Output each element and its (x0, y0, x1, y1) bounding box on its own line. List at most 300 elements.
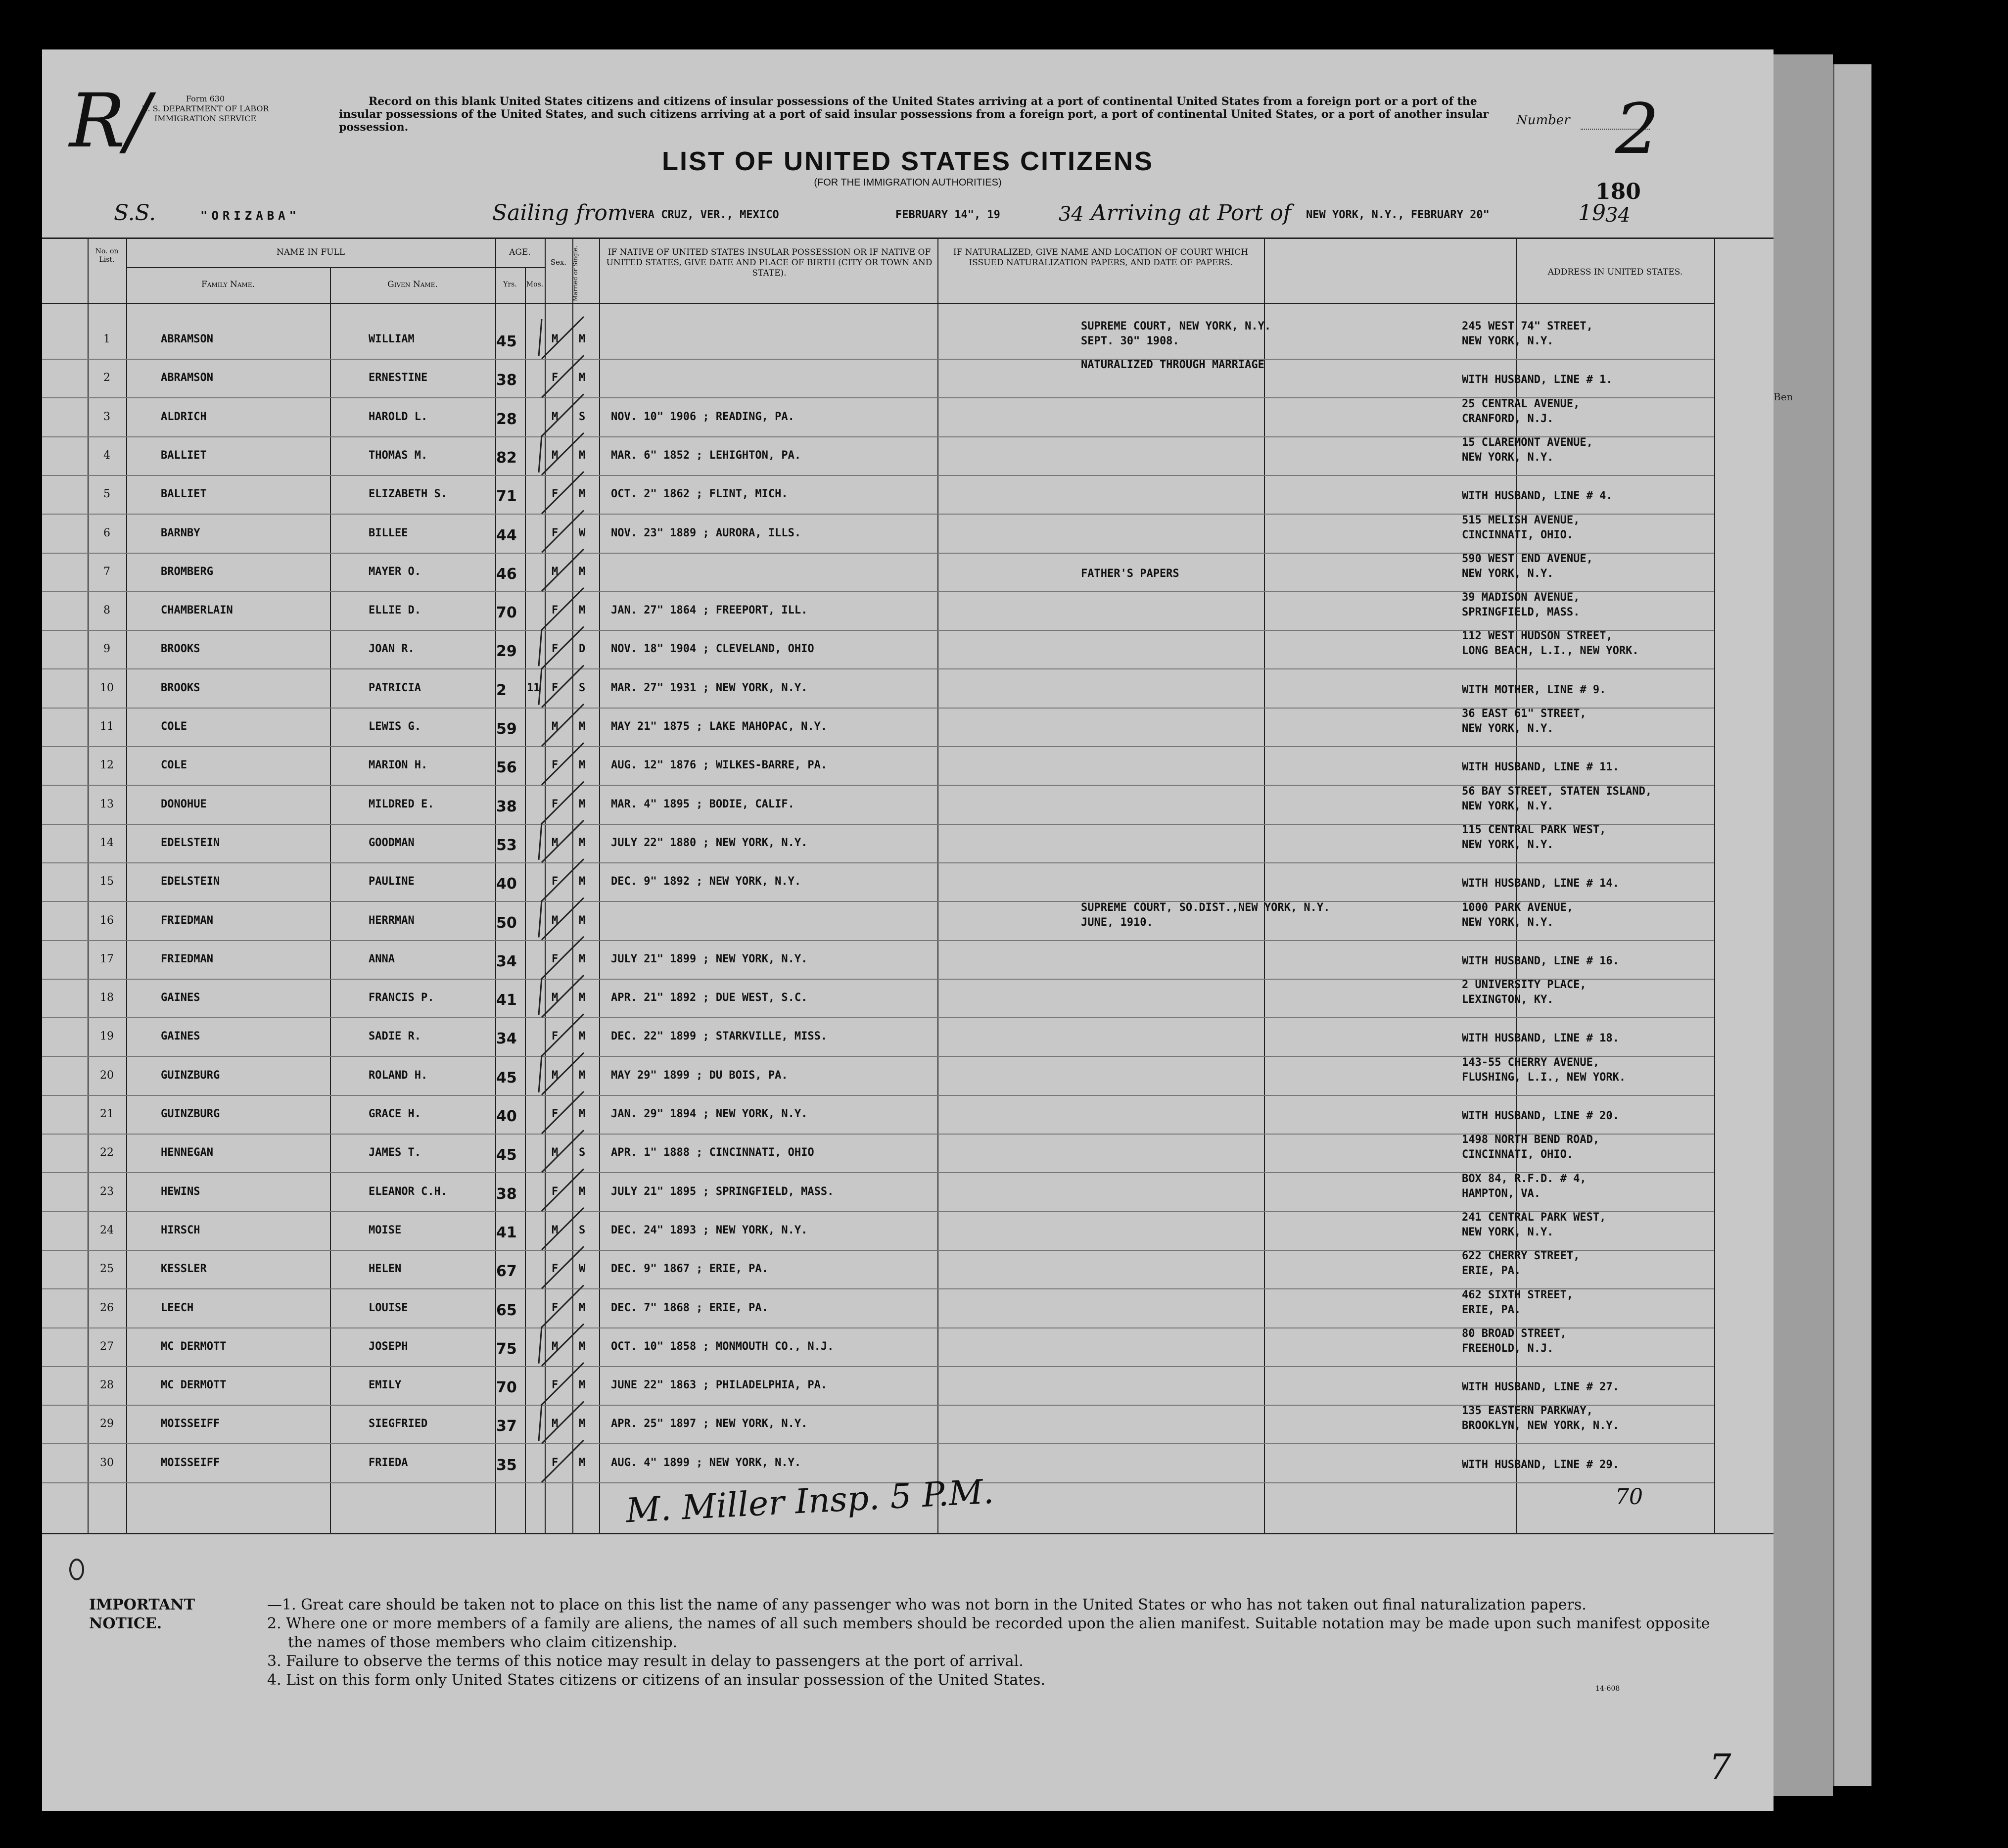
cell-sex: M (552, 836, 559, 849)
cell-birth: JUNE 22" 1863 ; PHILADELPHIA, PA. (611, 1379, 828, 1392)
cell-addr1: 115 CENTRAL PARK WEST, (1462, 823, 1606, 836)
cell-sex: F (552, 875, 559, 888)
cell-sex: F (552, 372, 559, 384)
cell-given: MILDRED E. (369, 798, 434, 810)
cell-given: ELIZABETH S. (369, 488, 447, 501)
background-sheet (1774, 54, 1833, 1796)
check-marks (42, 49, 1774, 1534)
cell-family: MOISSEIFF (161, 1456, 220, 1469)
check-stroke (542, 1401, 584, 1443)
cell-no: 15 (100, 875, 114, 888)
cell-addr2: ERIE, PA. (1462, 1303, 1521, 1316)
arrival-year: 34 (1605, 204, 1631, 227)
cell-sex: M (552, 1146, 559, 1159)
cell-sex: M (552, 449, 559, 462)
cell-addr2: NEW YORK, N.Y. (1462, 916, 1554, 929)
cell-ms: M (579, 914, 586, 927)
check-stroke (542, 433, 584, 475)
tally-stroke (539, 668, 542, 705)
arriving-label: Arriving at Port of (1091, 200, 1292, 226)
cell-given: PATRICIA (369, 681, 421, 694)
col-head-family: Family Name. (201, 280, 255, 289)
cell-yrs: 45 (496, 1146, 517, 1164)
cell-sex: F (552, 1108, 559, 1120)
manifest-page (42, 49, 1774, 1811)
cell-yrs: 34 (496, 952, 517, 970)
cell-birth: OCT. 2" 1862 ; FLINT, MICH. (611, 488, 788, 501)
page-title: LIST OF UNITED STATES CITIZENS (662, 146, 1154, 176)
check-stroke (542, 626, 584, 668)
cell-birth: MAR. 6" 1852 ; LEHIGHTON, PA. (611, 449, 801, 462)
check-stroke (542, 1130, 584, 1172)
cell-given: HELEN (369, 1263, 402, 1276)
cell-ms: M (579, 333, 586, 345)
cell-mos: 11 (527, 681, 540, 694)
cell-addr1: 39 MADISON AVENUE, (1462, 591, 1580, 604)
agency-line-1: U. S. DEPARTMENT OF LABOR (141, 104, 269, 113)
cell-nat2: JUNE, 1910. (1081, 916, 1153, 929)
cell-addr2: WITH HUSBAND, LINE # 29. (1462, 1458, 1619, 1471)
cell-given: GRACE H. (369, 1108, 421, 1120)
cell-yrs: 46 (496, 565, 517, 583)
cell-birth: DEC. 7" 1868 ; ERIE, PA. (611, 1301, 768, 1314)
cell-ms: M (579, 449, 586, 462)
cell-sex: F (552, 1185, 559, 1198)
cell-addr1: 36 EAST 61" STREET, (1462, 708, 1587, 720)
cell-family: ABRAMSON (161, 333, 213, 345)
check-stroke (542, 1169, 584, 1211)
stamp-number: 180 (1595, 179, 1641, 204)
inspector-signature: M. Miller Insp. 5 P.M. (625, 1472, 995, 1531)
cell-yrs: 34 (496, 1030, 517, 1048)
cell-birth: MAR. 27" 1931 ; NEW YORK, N.Y. (611, 681, 808, 694)
cell-yrs: 38 (496, 1185, 517, 1203)
cell-yrs: 67 (496, 1263, 517, 1280)
cell-yrs: 45 (496, 1069, 517, 1087)
cell-nat2: FATHER'S PAPERS (1081, 567, 1179, 580)
cell-addr2: NEW YORK, N.Y. (1462, 451, 1554, 464)
cell-sex: F (552, 1301, 559, 1314)
cell-birth: APR. 1" 1888 ; CINCINNATI, OHIO (611, 1146, 814, 1159)
check-stroke (542, 782, 584, 824)
cell-no: 9 (103, 643, 110, 656)
cell-ms: M (579, 1030, 586, 1043)
cell-ms: M (579, 604, 586, 617)
cell-yrs: 70 (496, 604, 517, 622)
cell-nat1: SUPREME COURT, NEW YORK, N.Y. (1081, 320, 1271, 332)
cell-given: JOSEPH (369, 1340, 408, 1353)
cell-no: 17 (100, 952, 114, 965)
col-head-no: No. on List. (95, 247, 119, 264)
cell-birth: AUG. 4" 1899 ; NEW YORK, N.Y. (611, 1456, 801, 1469)
cell-addr1: 56 BAY STREET, STATEN ISLAND, (1462, 785, 1652, 798)
cell-addr2: WITH HUSBAND, LINE # 27. (1462, 1381, 1619, 1394)
cell-no: 25 (100, 1263, 114, 1276)
cell-yrs: 41 (496, 992, 517, 1009)
cell-ms: M (579, 952, 586, 965)
cell-yrs: 28 (496, 410, 517, 428)
cell-no: 30 (100, 1456, 114, 1469)
cell-addr2: CINCINNATI, OHIO. (1462, 528, 1574, 541)
cell-sex: F (552, 1263, 559, 1276)
cell-addr2: LEXINGTON, KY. (1462, 994, 1554, 1006)
cell-addr2: LONG BEACH, L.I., NEW YORK. (1462, 645, 1639, 658)
cell-no: 11 (100, 720, 114, 733)
cell-addr2: CINCINNATI, OHIO. (1462, 1148, 1574, 1161)
check-stroke (542, 317, 584, 359)
cell-family: EDELSTEIN (161, 836, 220, 849)
cell-yrs: 41 (496, 1224, 517, 1241)
sailing-from: VERA CRUZ, VER., MEXICO (628, 209, 779, 221)
cell-family: MC DERMOTT (161, 1379, 227, 1392)
cell-yrs: 44 (496, 526, 517, 544)
cell-birth: DEC. 22" 1899 ; STARKVILLE, MISS. (611, 1030, 828, 1043)
form-code: 14-608 (1595, 1685, 1620, 1693)
tally-stroke (539, 1055, 542, 1092)
check-stroke (542, 355, 584, 397)
cell-sex: F (552, 798, 559, 810)
cell-ms: M (579, 1185, 586, 1198)
cell-family: BALLIET (161, 449, 207, 462)
notice-item: —1. Great care should be taken not to place on this list the name of any passenger who was not born in the United States or who has not taken out final naturalization papers. (267, 1596, 1587, 1613)
number-value: 2 (1615, 89, 1660, 170)
cell-sex: F (552, 1456, 559, 1469)
notice-item: 4. List on this form only United States citizens or citizens of an insular possession of the United States. (267, 1671, 1045, 1689)
cell-no: 12 (100, 759, 114, 772)
cell-given: PAULINE (369, 875, 415, 888)
cell-ms: M (579, 565, 586, 578)
cell-no: 4 (103, 449, 110, 462)
cell-given: WILLIAM (369, 333, 415, 345)
cell-sex: F (552, 1030, 559, 1043)
cell-family: GUINZBURG (161, 1108, 220, 1120)
cell-sex: M (552, 720, 559, 733)
cell-birth: DEC. 9" 1867 ; ERIE, PA. (611, 1263, 768, 1276)
sailing-date: FEBRUARY 14", 19 (895, 209, 1000, 221)
cell-family: EDELSTEIN (161, 875, 220, 888)
cell-no: 7 (103, 565, 110, 578)
cell-addr2: SPRINGFIELD, MASS. (1462, 606, 1580, 619)
cell-birth: MAY 29" 1899 ; DU BOIS, PA. (611, 1069, 788, 1082)
cell-no: 28 (100, 1379, 114, 1392)
cell-yrs: 70 (496, 1379, 517, 1397)
cell-sex: F (552, 488, 559, 501)
cell-no: 5 (103, 488, 110, 501)
tally-stroke (539, 978, 542, 1015)
ship-name: "ORIZABA" (200, 209, 301, 223)
cell-given: HERRMAN (369, 914, 415, 927)
cell-no: 18 (100, 992, 114, 1004)
cell-family: FRIEDMAN (161, 914, 213, 927)
check-stroke (542, 665, 584, 708)
cell-no: 10 (100, 681, 114, 694)
important-notice (89, 1596, 1722, 1690)
cell-family: BALLIET (161, 488, 207, 501)
cell-ms: M (579, 992, 586, 1004)
cell-ms: M (579, 1379, 586, 1392)
cell-family: KESSLER (161, 1263, 207, 1276)
cell-birth: JAN. 27" 1864 ; FREEPORT, ILL. (611, 604, 808, 617)
check-stroke (542, 1014, 584, 1056)
cell-addr2: WITH MOTHER, LINE # 9. (1462, 683, 1606, 696)
cell-birth: AUG. 12" 1876 ; WILKES-BARRE, PA. (611, 759, 828, 772)
cell-no: 14 (100, 836, 114, 849)
check-stroke (542, 549, 584, 591)
cell-ms: M (579, 875, 586, 888)
cell-addr2: WITH HUSBAND, LINE # 16. (1462, 954, 1619, 967)
cell-family: BROOKS (161, 643, 200, 656)
col-head-age: AGE. (509, 247, 531, 257)
cell-given: GOODMAN (369, 836, 415, 849)
cell-addr2: WITH HUSBAND, LINE # 1. (1462, 374, 1613, 386)
cell-ms: W (579, 1263, 586, 1276)
tally-stroke (539, 1404, 542, 1441)
cell-no: 22 (100, 1146, 114, 1159)
cell-given: LEWIS G. (369, 720, 421, 733)
cell-birth: NOV. 23" 1889 ; AURORA, ILLS. (611, 526, 801, 539)
cell-given: FRANCIS P. (369, 992, 434, 1004)
cell-birth: JAN. 29" 1894 ; NEW YORK, N.Y. (611, 1108, 808, 1120)
tally-stroke (539, 435, 542, 473)
cell-addr2: NEW YORK, N.Y. (1462, 838, 1554, 851)
cell-addr2: BROOKLYN, NEW YORK, N.Y. (1462, 1420, 1619, 1432)
notice-heading: IMPORTANT NOTICE. (89, 1596, 195, 1632)
side-strip-text: Ben (1774, 391, 1793, 403)
cell-addr2: HAMPTON, VA. (1462, 1187, 1541, 1200)
cell-sex: M (552, 1340, 559, 1353)
cell-ms: S (579, 1224, 586, 1236)
cell-ms: M (579, 1456, 586, 1469)
number-label: Number (1516, 113, 1570, 128)
cell-yrs: 40 (496, 1108, 517, 1125)
cell-sex: F (552, 681, 559, 694)
cell-birth: APR. 21" 1892 ; DUE WEST, S.C. (611, 992, 808, 1004)
cell-family: HEWINS (161, 1185, 200, 1198)
cell-given: HAROLD L. (369, 410, 428, 423)
notice-item: 2. Where one or more members of a family are aliens, the names of all such members should be recorded upon the alien manifest. Suitable notation may be made upon such manifest opposite the names of those members who claim citizenship. (267, 1615, 1710, 1651)
cell-given: ELLIE D. (369, 604, 421, 617)
form-number: Form 630 (186, 94, 225, 103)
cell-birth: MAR. 4" 1895 ; BODIE, CALIF. (611, 798, 794, 810)
cell-addr1: 80 BROAD STREET, (1462, 1327, 1567, 1340)
cell-family: LEECH (161, 1301, 194, 1314)
cell-addr1: 590 WEST END AVENUE, (1462, 552, 1593, 565)
check-stroke (542, 937, 584, 979)
cell-addr2: WITH HUSBAND, LINE # 11. (1462, 761, 1619, 774)
cell-family: GUINZBURG (161, 1069, 220, 1082)
cell-family: GAINES (161, 992, 200, 1004)
cell-given: LOUISE (369, 1301, 408, 1314)
col-head-sex: Sex. (550, 258, 567, 267)
cell-birth: DEC. 24" 1893 ; NEW YORK, N.Y. (611, 1224, 808, 1236)
cell-family: BROMBERG (161, 565, 213, 578)
cell-yrs: 65 (496, 1301, 517, 1319)
cell-sex: M (552, 410, 559, 423)
instruction-text: Record on this blank United States citizens and citizens of insular possessions of the United States arriving at a port of continental United States from a foreign port or a port of the insular possessions of the United States, and such citizens arriving at a port of said insular possessions from a foreign port, a port of continental United States, or a port of another insular possession. (339, 95, 1489, 134)
cell-ms: M (579, 1340, 586, 1353)
cell-no: 3 (103, 410, 110, 423)
col-head-naturalized: IF NATURALIZED, GIVE NAME AND LOCATION OF COURT WHICH ISSUED NATURALIZATION PAPERS, AND DATE OF PAPERS. (953, 247, 1249, 268)
cell-no: 6 (103, 526, 110, 539)
cell-addr2: FLUSHING, L.I., NEW YORK. (1462, 1071, 1626, 1084)
cell-sex: M (552, 333, 559, 345)
cell-addr1: 462 SIXTH STREET, (1462, 1288, 1574, 1301)
col-head-mos: Mos. (526, 281, 544, 288)
cell-addr1: 135 EASTERN PARKWAY, (1462, 1405, 1593, 1418)
cell-given: BILLEE (369, 526, 408, 539)
cell-addr2: NEW YORK, N.Y. (1462, 567, 1554, 580)
cell-family: BROOKS (161, 681, 200, 694)
page-subtitle: (FOR THE IMMIGRATION AUTHORITIES) (814, 177, 1002, 188)
cell-sex: M (552, 1224, 559, 1236)
check-stroke (542, 1053, 584, 1095)
cell-no: 21 (100, 1108, 114, 1120)
cell-yrs: 38 (496, 798, 517, 815)
cell-sex: M (552, 1418, 559, 1430)
cell-no: 27 (100, 1340, 114, 1353)
check-stroke (542, 820, 584, 862)
check-stroke (542, 472, 584, 514)
cell-yrs: 50 (496, 914, 517, 932)
cell-family: MOISSEIFF (161, 1418, 220, 1430)
cell-yrs: 35 (496, 1456, 517, 1474)
cell-no: 8 (103, 604, 110, 617)
cell-ms: M (579, 1301, 586, 1314)
cell-ms: M (579, 836, 586, 849)
cell-addr2: WITH HUSBAND, LINE # 4. (1462, 490, 1613, 503)
cell-yrs: 71 (496, 488, 517, 506)
corner-mark: R/ (69, 78, 150, 164)
cell-sex: M (552, 1069, 559, 1082)
cell-given: ANNA (369, 952, 395, 965)
total-count: 70 (1615, 1484, 1643, 1510)
check-stroke (542, 859, 584, 901)
cell-family: HIRSCH (161, 1224, 200, 1236)
cell-given: EMILY (369, 1379, 402, 1392)
cell-sex: F (552, 952, 559, 965)
cell-birth: JULY 21" 1899 ; NEW YORK, N.Y. (611, 952, 808, 965)
cell-birth: JULY 21" 1895 ; SPRINGFIELD, MASS. (611, 1185, 834, 1198)
check-stroke (542, 1091, 584, 1134)
cell-no: 26 (100, 1301, 114, 1314)
cell-birth: APR. 25" 1897 ; NEW YORK, N.Y. (611, 1418, 808, 1430)
cell-ms: M (579, 1069, 586, 1082)
cell-addr1: 622 CHERRY STREET, (1462, 1250, 1580, 1263)
col-head-name: NAME IN FULL (276, 247, 345, 257)
cell-ms: M (579, 720, 586, 733)
cell-yrs: 2 (496, 681, 507, 699)
notice-item: 3. Failure to observe the terms of this notice may result in delay to passengers at the port of arrival. (267, 1653, 1024, 1670)
check-stroke (542, 1285, 584, 1327)
cell-given: SADIE R. (369, 1030, 421, 1043)
ss-label: S.S. (114, 200, 156, 226)
tally-stroke (539, 319, 542, 356)
tally-stroke (539, 900, 542, 938)
cell-birth: NOV. 10" 1906 ; READING, PA. (611, 410, 794, 423)
cell-family: ALDRICH (161, 410, 207, 423)
cell-addr1: 245 WEST 74" STREET, (1462, 320, 1593, 332)
cell-addr2: WITH HUSBAND, LINE # 14. (1462, 877, 1619, 890)
cell-no: 29 (100, 1418, 114, 1430)
cell-family: HENNEGAN (161, 1146, 213, 1159)
punch-hole (69, 1559, 84, 1580)
cell-yrs: 45 (496, 333, 517, 350)
check-stroke (542, 704, 584, 746)
cell-family: BARNBY (161, 526, 200, 539)
cell-no: 19 (100, 1030, 114, 1043)
agency-line-2: IMMIGRATION SERVICE (154, 114, 257, 123)
check-stroke (542, 1440, 584, 1482)
sailing-year: 34 (1059, 203, 1084, 226)
cell-addr2: NEW YORK, N.Y. (1462, 1226, 1554, 1238)
cell-given: ROLAND H. (369, 1069, 428, 1082)
cell-yrs: 82 (496, 449, 517, 467)
cell-given: THOMAS M. (369, 449, 428, 462)
cell-addr1: 25 CENTRAL AVENUE, (1462, 397, 1580, 410)
cell-ms: M (579, 798, 586, 810)
cell-yrs: 29 (496, 643, 517, 661)
cell-ms: S (579, 1146, 586, 1159)
cell-birth: MAY 21" 1875 ; LAKE MAHOPAC, N.Y. (611, 720, 828, 733)
cell-yrs: 59 (496, 720, 517, 738)
cell-given: MOISE (369, 1224, 402, 1236)
cell-family: COLE (161, 720, 187, 733)
col-head-married: Married or Single. (572, 245, 579, 301)
cell-yrs: 56 (496, 759, 517, 777)
cell-sex: M (552, 914, 559, 927)
sailing-label: Sailing from (492, 200, 628, 226)
cell-ms: M (579, 488, 586, 501)
col-head-birth: IF NATIVE OF UNITED STATES INSULAR POSSESSION OR IF NATIVE OF UNITED STATES, GIVE DATE AND PLACE OF BIRTH (CITY OR TOWN AND STATE). (606, 247, 933, 278)
col-head-given: Given Name. (387, 280, 438, 289)
check-stroke (542, 1324, 584, 1366)
cell-sex: M (552, 992, 559, 1004)
cell-addr1: 15 CLAREMONT AVENUE, (1462, 436, 1593, 449)
check-stroke (542, 394, 584, 436)
check-stroke (542, 1246, 584, 1288)
cell-given: FRIEDA (369, 1456, 408, 1469)
cell-addr1: 241 CENTRAL PARK WEST, (1462, 1211, 1606, 1224)
cell-yrs: 37 (496, 1418, 517, 1435)
cell-addr2: ERIE, PA. (1462, 1265, 1521, 1278)
cell-addr2: WITH HUSBAND, LINE # 18. (1462, 1032, 1619, 1045)
cell-ms: S (579, 681, 586, 694)
col-head-address: ADDRESS IN UNITED STATES. (1547, 267, 1683, 277)
cell-no: 2 (103, 372, 110, 384)
cell-ms: M (579, 1418, 586, 1430)
cell-addr1: 1498 NORTH BEND ROAD, (1462, 1134, 1600, 1146)
arrival-port: NEW YORK, N.Y., FEBRUARY 20" (1306, 209, 1490, 221)
cell-sex: M (552, 565, 559, 578)
check-stroke (542, 511, 584, 553)
cell-addr2: NEW YORK, N.Y. (1462, 335, 1554, 347)
tally-stroke (539, 823, 542, 860)
check-stroke (542, 898, 584, 940)
cell-no: 13 (100, 798, 114, 810)
cell-yrs: 40 (496, 875, 517, 893)
tally-stroke (539, 1327, 542, 1364)
cell-birth: NOV. 18" 1904 ; CLEVELAND, OHIO (611, 643, 814, 656)
cell-birth: JULY 22" 1880 ; NEW YORK, N.Y. (611, 836, 808, 849)
cell-family: DONOHUE (161, 798, 207, 810)
cell-no: 1 (103, 333, 110, 345)
cell-addr1: 143-55 CHERRY AVENUE, (1462, 1056, 1600, 1069)
cell-given: MAYER O. (369, 565, 421, 578)
cell-family: MC DERMOTT (161, 1340, 227, 1353)
cell-addr2: NEW YORK, N.Y. (1462, 722, 1554, 735)
check-stroke (542, 1208, 584, 1250)
cell-ms: M (579, 759, 586, 772)
